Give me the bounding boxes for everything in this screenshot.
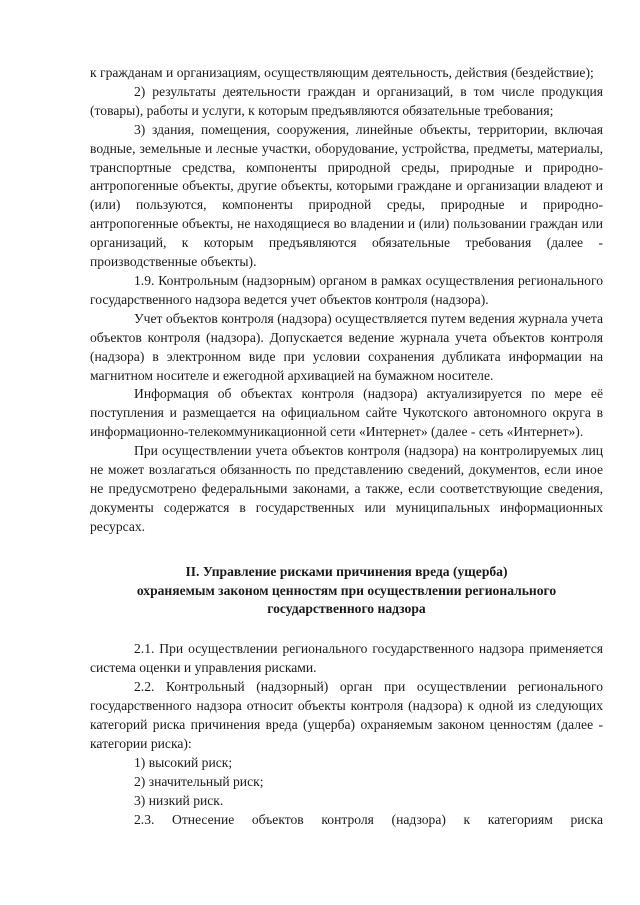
paragraph-information: Информация об объектах контроля (надзора) актуализируется по мере её поступления и размещается на официальном сайте Чукотского автономного округа в информационно-телекоммуникационной сети «Интернет» (далее - сеть «Интернет»). bbox=[90, 386, 603, 440]
risk-list-item-high: 1) высокий риск; bbox=[134, 754, 233, 770]
paragraph-item-3: 3) здания, помещения, сооружения, линейные объекты, территории, включая водные, земельные и лесные участки, оборудование, устройства, предметы, материалы, транспортные средства, компоненты природной среды, природные и природно-антропогенные объекты, другие объекты, которыми граждане и организации владеют и (или) пользуются, компоненты природной среды, природные и природно-антропогенные объекты, не находящиеся во владении и (или) пользовании граждан или организаций, к которым предъявляются обязательные требования (далее - производственные объекты). bbox=[90, 121, 603, 270]
paragraph-2-1: 2.1. При осуществлении регионального государственного надзора применяется система оценки и управления рисками. bbox=[90, 641, 603, 676]
paragraph-1-9: 1.9. Контрольным (надзорным) органом в рамках осуществления регионального государственного надзора ведется учет объектов контроля (надзора). bbox=[90, 272, 603, 307]
paragraph-item-2: 2) результаты деятельности граждан и организаций, в том числе продукция (товары), работы и услуги, к которым предъявляются обязательные требования; bbox=[90, 83, 603, 118]
paragraph-obligations: При осуществлении учета объектов контроля (надзора) на контролируемых лиц не может возлагаться обязанность по представлению сведений, документов, если иное не предусмотрено федеральными законами, а также, если соответствующие сведения, документы содержатся в государственных или муниципальных информационных ресурсах. bbox=[90, 443, 603, 534]
document-body bbox=[90, 64, 603, 829]
section-heading-line-2: охраняемым законом ценностям при осуществлении регионального bbox=[136, 582, 557, 598]
paragraph-accounting: Учет объектов контроля (надзора) осуществляется путем ведения журнала учета объектов контроля (надзора). Допускается ведение журнала учета объектов контроля (надзора) в электронном виде при условии сохранения дубликата информации на магнитном носителе и ежегодной архивацией на бумажном носителе. bbox=[90, 310, 603, 383]
paragraph-2-2: 2.2. Контрольный (надзорный) орган при осуществлении регионального государственного надзора относит объекты контроля (надзора) к одной из следующих категорий риска причинения вреда (ущерба) охраняемым законом ценностям (далее - категории риска): bbox=[90, 679, 603, 751]
section-heading bbox=[90, 563, 603, 620]
risk-list-item-low: 3) низкий риск. bbox=[134, 792, 224, 808]
paragraph-continuation: к гражданам и организациям, осуществляющим деятельность, действия (бездействие); bbox=[90, 65, 594, 80]
section-heading-line-3: государственного надзора bbox=[267, 601, 426, 617]
section-heading-line-1: II. Управление рисками причинения вреда (ущерба) bbox=[185, 563, 508, 579]
paragraph-2-3: 2.3. Отнесение объектов контроля (надзора) к категориям риска bbox=[134, 811, 603, 827]
risk-list-item-significant: 2) значительный риск; bbox=[134, 773, 264, 789]
